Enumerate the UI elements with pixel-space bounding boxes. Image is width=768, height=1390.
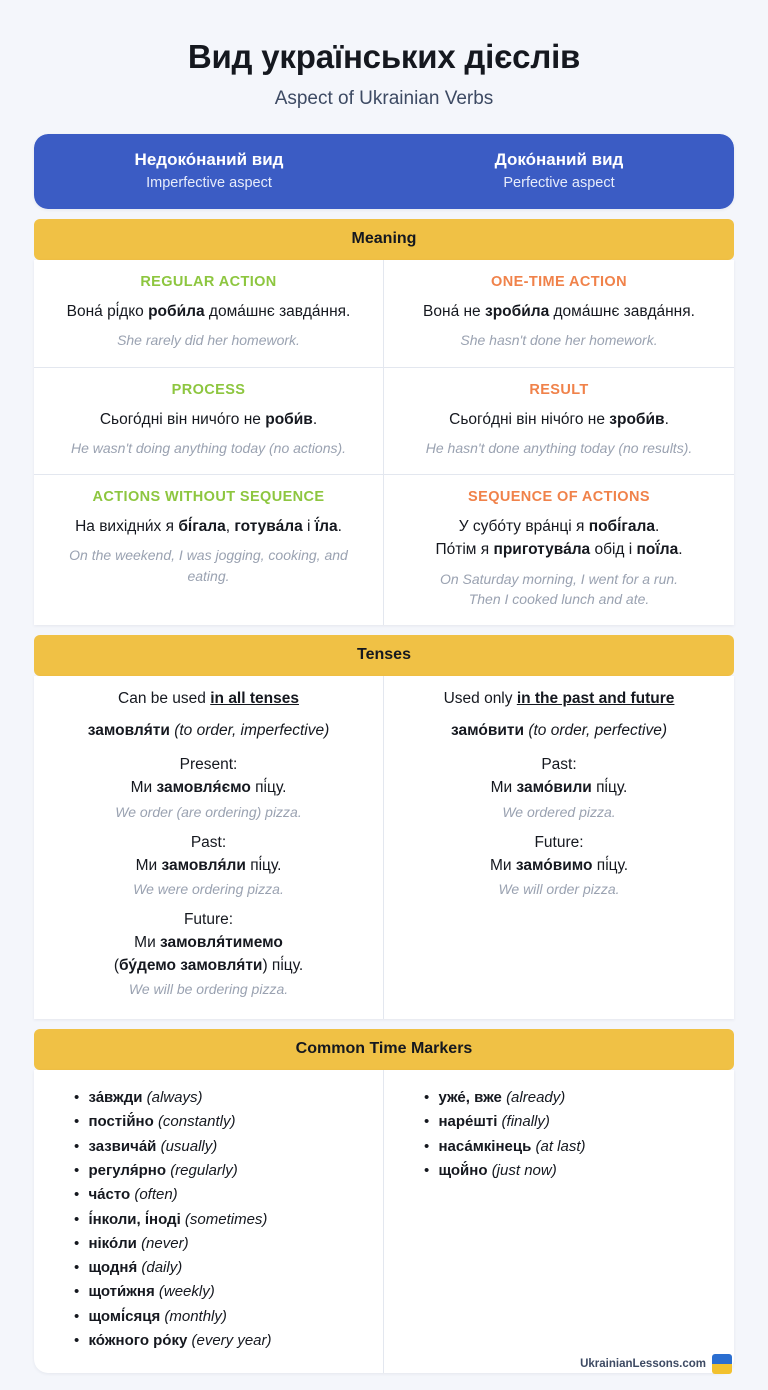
tenses-row [34,676,734,1019]
category-regular-action: REGULAR ACTION [140,274,277,290]
time-marker-item [74,1110,365,1134]
section-band-meaning: Meaning [34,219,734,260]
example-uk-1-left [52,300,365,323]
tenses-left [34,676,384,1019]
page-title: Вид українських дієслів [187,38,581,75]
time-marker-item [74,1329,365,1353]
text-post: . [664,410,669,428]
marker-uk: за́вжди [88,1089,143,1107]
tense-en-past: We ordered pizza. [502,803,616,820]
marker-uk: зазвича́й [88,1137,157,1155]
tense-item-present [52,756,365,819]
bullet-icon: • [74,1210,80,1228]
bullet-icon: • [424,1137,430,1155]
meaning-row-1-left [34,260,384,367]
marker-en: (never) [141,1234,189,1252]
example-en-3-left: On the weekend, I was jogging, cooking, and eating. [69,547,348,584]
page-subtitle: Aspect of Ukrainian Verbs [274,88,494,109]
footer [580,1354,732,1374]
section-band-markers: Common Time Markers [34,1029,734,1070]
text-post: дома́шнє завда́ння. [549,303,695,320]
tense-uk-future: Ми замовля́тимемо (бу́демо замовля́ти) пі́цу. [113,934,304,974]
bullet-icon: • [74,1283,80,1301]
time-marker-item [74,1183,365,1207]
tenses-right-verb [402,722,716,740]
markers-left-list [34,1070,384,1373]
bullet-icon: • [74,1089,80,1107]
tense-uk-future: Ми замо́вимо пі́цу. [489,856,629,874]
marker-en: (finally) [501,1113,550,1131]
imperfective-title-en: Imperfective aspect [146,175,272,191]
marker-uk: регуля́рно [88,1161,167,1179]
bullet-icon: • [424,1113,430,1131]
example-uk-3-left: На вихідни́х я бі́гала, готува́ла і ї́ла. [75,518,342,536]
text-bold: роби́в [265,410,313,428]
meaning-row-3-right [384,475,734,625]
marker-uk: ко́жного ро́ку [88,1332,188,1350]
verb-uk: замо́вити [450,722,524,740]
tense-label-past: Past: [190,833,227,851]
category-one-time-action: ONE-TIME ACTION [491,274,627,290]
text-bold: зроби́ла [484,303,550,320]
meaning-section [34,260,734,625]
marker-en: (weekly) [158,1283,215,1301]
marker-uk: щоти́жня [88,1283,155,1301]
tenses-section [34,676,734,1019]
imperfective-title-uk: Недоко́наний вид [134,150,284,169]
example-en-2-left: He wasn't doing anything today (no actions). [70,439,347,456]
tenses-band-wrap [34,635,734,676]
markers-row [34,1070,734,1373]
time-marker-item [74,1208,365,1232]
category-actions-without-sequence: ACTIONS WITHOUT SEQUENCE [92,489,325,506]
marker-uk: наре́шті [438,1113,498,1131]
example-uk-1-right [402,300,716,323]
tenses-right [384,676,734,1019]
bullet-icon: • [74,1186,80,1204]
text-post: дома́шнє завда́ння. [204,303,351,320]
heading-underline: in all tenses [210,690,299,708]
marker-en: (every year) [191,1332,272,1350]
ukraine-flag-icon [712,1354,732,1374]
example-uk-2-right [402,408,716,431]
section-band-tenses: Tenses [34,635,734,676]
category-result: RESULT [529,381,589,398]
bullet-icon: • [74,1161,80,1179]
meaning-row-3 [34,475,734,625]
time-marker-item [424,1159,716,1183]
heading-pre: Used only [443,690,517,708]
meaning-band-wrap [34,219,734,260]
aspect-header-row [34,134,734,209]
example-en-1-left: She rarely did her homework. [117,332,300,349]
bullet-icon: • [74,1259,80,1277]
verb-en: (to order, imperfective) [174,722,330,740]
category-sequence-of-actions: SEQUENCE OF ACTIONS [468,489,650,506]
category-process: PROCESS [171,381,246,398]
marker-en: (regularly) [170,1161,238,1179]
tense-en-present: We order (are ordering) pizza. [115,803,302,820]
marker-uk: ніко́ли [88,1234,137,1252]
time-marker-item [424,1086,716,1110]
marker-uk: щой́но [438,1161,488,1179]
meaning-row-2 [34,368,734,476]
text-post: . [312,410,318,428]
tense-label-present: Present: [179,756,238,774]
verb-en: (to order, perfective) [528,722,668,740]
tense-label-future: Future: [183,911,234,929]
meaning-row-3-left [34,475,384,625]
marker-en: (always) [146,1089,203,1107]
bullet-icon: • [74,1332,80,1350]
marker-en: (often) [134,1186,178,1204]
marker-en: (already) [506,1089,566,1107]
markers-band-wrap [34,1029,734,1070]
heading-pre: Can be used [118,690,211,708]
marker-en: (just now) [491,1161,557,1179]
bullet-icon: • [424,1161,430,1179]
tenses-right-heading [402,690,716,708]
meaning-row-2-left [34,368,384,475]
text-pre: Вона́ рі́дко [66,303,149,320]
time-marker-item [74,1159,365,1183]
marker-uk: ча́сто [88,1186,131,1204]
markers-right-list [384,1070,734,1373]
time-marker-item [74,1256,365,1280]
meaning-row-2-right [384,368,734,475]
markers-section [34,1070,734,1373]
tense-label-past: Past: [541,756,577,774]
time-marker-item [74,1232,365,1256]
perfective-title-uk: Доко́наний вид [494,150,624,169]
tense-label-future: Future: [534,833,584,851]
time-marker-item [74,1135,365,1159]
tense-uk-past: Ми замовля́ли пі́цу. [135,856,282,874]
example-en-1-right: She hasn't done her homework. [460,332,658,349]
tense-item-past-perf [402,756,716,819]
tenses-left-verb [52,722,365,740]
marker-uk: постій́но [88,1113,154,1131]
text-pre: Сього́дні він нічо́го не [449,410,610,428]
tense-uk-past: Ми замо́вили пі́цу. [490,779,628,797]
verb-uk: замовля́ти [87,722,170,740]
tense-uk-present: Ми замовля́ємо пі́цу. [130,779,287,797]
bullet-icon: • [74,1307,80,1325]
time-marker-item [74,1280,365,1304]
text-pre: Вона́ не [423,303,485,320]
marker-uk: щомі́сяця [88,1307,161,1325]
footer-brand: UkrainianLessons.com [580,1358,706,1370]
marker-uk: наса́мкінець [438,1137,532,1155]
meaning-row-1-right [384,260,734,367]
example-en-3-right: On Saturday morning, I went for a run. Then I cooked lunch and ate. [439,570,679,607]
time-marker-item [74,1086,365,1110]
time-marker-item [74,1305,365,1329]
tense-item-future-perf [402,834,716,897]
marker-en: (at last) [535,1137,586,1155]
bullet-icon: • [74,1113,80,1131]
marker-en: (usually) [160,1137,218,1155]
time-marker-item [424,1135,716,1159]
bullet-icon: • [424,1089,430,1107]
marker-en: (monthly) [164,1307,227,1325]
marker-uk: щодня́ [88,1259,138,1277]
tense-en-past: We were ordering pizza. [133,881,284,898]
marker-uk: уже́, вже [438,1089,502,1107]
marker-en: (sometimes) [184,1210,268,1228]
aspect-header-card [34,134,734,209]
meaning-row-1 [34,260,734,368]
text-bold: роби́ла [148,303,205,320]
example-uk-3-right: У субо́ту вра́нці я побі́гала. По́тім я приготува́ла обід і пої́ла. [435,518,683,559]
column-header-imperfective [34,134,384,209]
tense-item-future [52,911,365,997]
text-pre: Сього́дні він ничо́го не [99,410,266,428]
marker-en: (constantly) [157,1113,236,1131]
tense-en-future: We will be ordering pizza. [128,981,289,998]
perfective-title-en: Perfective aspect [503,175,615,191]
tenses-left-heading [52,690,365,708]
example-en-2-right: He hasn't done anything today (no results). [425,439,693,456]
column-header-perfective [384,134,734,209]
tense-item-past [52,834,365,897]
marker-uk: і́нколи, і́ноді [88,1210,181,1228]
marker-en: (daily) [141,1259,183,1277]
heading-underline: in the past and future [516,690,675,708]
example-uk-2-left [52,408,365,431]
bullet-icon: • [74,1234,80,1252]
bullet-icon: • [74,1137,80,1155]
tense-en-future: We will order pizza. [498,881,620,898]
time-marker-item [424,1110,716,1134]
text-bold: зроби́в [609,410,665,428]
